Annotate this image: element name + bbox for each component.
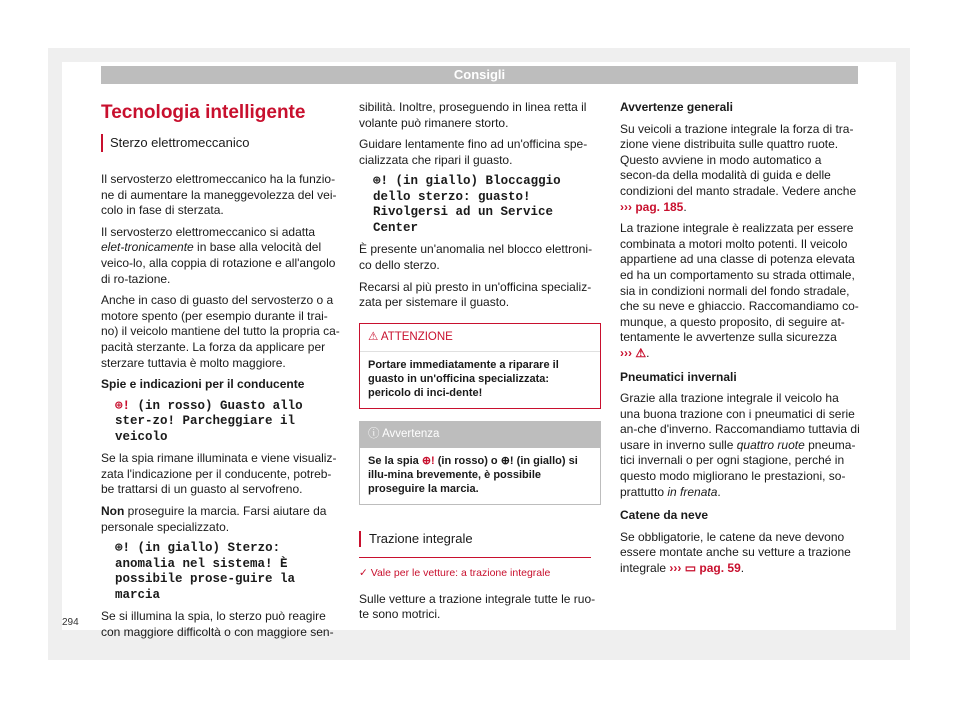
note-box: [359, 421, 601, 505]
divider: [359, 557, 591, 558]
paragraph: Grazie alla trazione integrale il veicolo ha una buona trazione con i pneumatici di serie an-che d'inverno. Raccomandiamo tuttavia di usare in inverno sulle quattro ruote pneuma-tici invernali o per ogni stagione, perché in questo modo migliorano le prestazioni, so-prattutto in frenata.: [620, 391, 860, 499]
yellow-warning-text: ⊕! (in giallo) Sterzo: anomalia nel sistema! È possibile prose-guire la marcia: [115, 541, 296, 602]
steering-warning-icon: ⊕!: [115, 398, 131, 413]
chains-reference-link[interactable]: ››› ▭ pag. 59: [669, 561, 741, 576]
paragraph: Guidare lentamente fino ad un'officina spe-cializzata che ripari il guasto.: [359, 137, 588, 167]
paragraph: Il servosterzo elettromeccanico ha la funzio-ne di aumentare la maneggevolezza del vei-colo in fase di sterzata.: [101, 172, 337, 218]
paragraph: Se si illumina la spia, lo sterzo può reagire con maggiore difficoltà o con maggiore sen-: [101, 609, 334, 639]
paragraph: Anche in caso di guasto del servosterzo o a motore spento (per esempio durante il trai-no) il veicolo mantiene del tutto la propria ca-pacità sterzante. La forza da applicare per sterzare tuttavia è molto maggiore.: [101, 293, 340, 370]
page-number: 294: [62, 617, 79, 628]
paragraph: Sulle vetture a trazione integrale tutte le ruo-te sono motrici.: [359, 591, 596, 622]
steering-warning-icon: ⊕!: [373, 174, 389, 189]
yellow-lock-warning: ⊕! (in giallo) Bloccaggio dello sterzo: guasto! Rivolgersi ad un Service Center: [373, 174, 561, 235]
spie-heading: Spie e indicazioni per il conducente: [101, 377, 305, 392]
paragraph: sibilità. Inoltre, proseguendo in linea retta il volante può rimanere storto.: [359, 100, 587, 130]
paragraph: La trazione integrale è realizzata per essere combinata a motori molto potenti. Il veicolo appartiene ad una classe di potenza elevata ed ha un comportamento su strada ottimale, sia in condizioni normali del fondo stradale, che su neve e ghiaccio. Raccomandiamo co-munque, a questo proposito, di seguire at-tentamente le avvertenze sulla sicurezza ››› ⚠.: [620, 221, 859, 360]
page-reference-link[interactable]: ››› pag. 185: [620, 199, 684, 214]
attention-box: [359, 323, 601, 410]
subtitle: Sterzo elettromeccanico: [101, 134, 341, 152]
column-1: [101, 96, 341, 646]
attention-text: Portare immediatamente a riparare il guasto in un'officina specializzata: pericolo di inci-dente!: [368, 359, 559, 400]
section-header: Consigli: [101, 66, 858, 84]
paragraph: Su veicoli a trazione integrale la forza di tra-zione viene distribuita sulle quattro ruote. Questo avviene in modo automatico a secon-da della modalità di guida e delle condizioni del manto stradale. Vedere anche ››› pag. 185.: [620, 121, 857, 214]
note-label: Avvertenza: [382, 428, 440, 441]
applies-to: ✓ Vale per le vetture: a trazione integrale: [359, 566, 551, 579]
red-warning-text: ⊕! (in rosso) Guasto allo ster-zo! Parcheggiare il veicolo: [115, 398, 303, 444]
checkmark-icon: ✓: [359, 566, 368, 579]
steering-warning-icon: ⊕!: [115, 541, 131, 556]
note-text: Se la spia ⊕! (in rosso) o ⊕! (in giallo) si illu-mina brevemente, è possibile proseguire la marcia.: [368, 454, 578, 495]
paragraph: Non proseguire la marcia. Farsi aiutare da personale specializzato.: [101, 504, 327, 534]
page-title: Tecnologia intelligente: [101, 102, 306, 123]
heading: Pneumatici invernali: [620, 369, 737, 384]
paragraph: Se obbligatorie, le catene da neve devono essere montate anche su vetture a trazione integrale ››› ▭ pag. 59.: [620, 529, 851, 576]
section-title: Trazione integrale: [359, 531, 601, 547]
heading: Avvertenze generali: [620, 100, 733, 114]
attention-label: ATTENZIONE: [380, 330, 453, 343]
paragraph: Il servosterzo elettromeccanico si adatta elet-tronicamente in base alla velocità del veico-lo, alla coppia di rotazione e all'angolo di ro-tazione.: [101, 224, 336, 286]
paragraph: È presente un'anomalia nel blocco elettroni-co dello sterzo.: [359, 242, 593, 272]
warning-triangle-icon: ⚠: [635, 345, 647, 360]
info-icon: ⓘ: [368, 428, 380, 441]
column-3: [620, 100, 860, 583]
warning-reference-link[interactable]: ›››: [620, 345, 632, 360]
column-2: [359, 100, 601, 629]
paragraph: Se la spia rimane illuminata e viene visualiz-zata l'indicazione per il conducente, potreb-be trattarsi di un guasto al servofreno.: [101, 451, 337, 497]
book-icon: ▭: [684, 561, 697, 576]
warning-triangle-icon: ⚠: [368, 330, 379, 343]
heading: Catene da neve: [620, 508, 709, 523]
paragraph: Recarsi al più presto in un'officina specializ-zata per sistemare il guasto.: [359, 279, 592, 310]
